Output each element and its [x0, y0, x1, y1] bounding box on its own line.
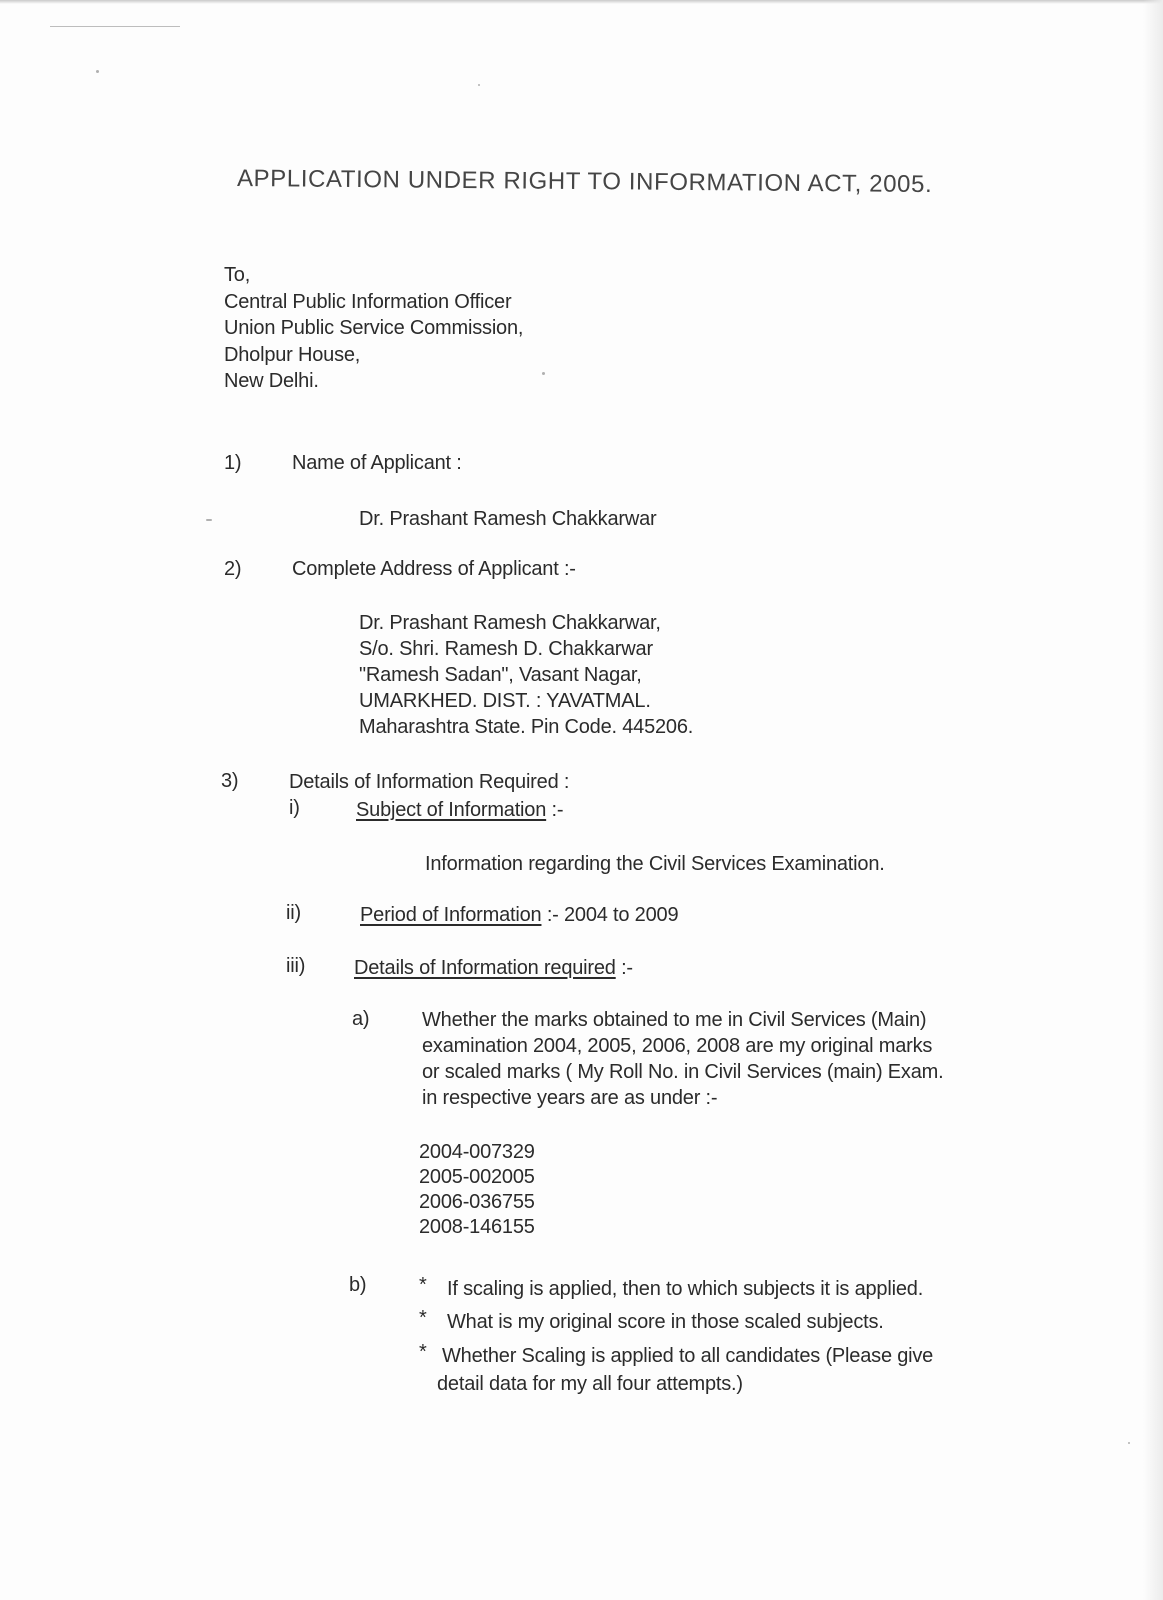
subject-label: Subject of Information	[356, 799, 547, 821]
question-line: in respective years are as under :-	[422, 1087, 718, 1109]
item-number: 2)	[224, 558, 242, 580]
address-line: "Ramesh Sadan", Vasant Nagar,	[359, 664, 642, 686]
address-label: Complete Address of Applicant :-	[292, 558, 576, 580]
bullet-star: *	[419, 1341, 427, 1363]
scan-right-edge	[1143, 0, 1163, 1600]
scan-speck	[478, 84, 480, 86]
scaling-question-continuation: detail data for my all four attempts.)	[437, 1373, 743, 1395]
roll-number: 2008-146155	[419, 1216, 535, 1238]
required-heading	[354, 955, 633, 981]
question-line: Whether the marks obtained to me in Civil Services (Main)	[422, 1009, 927, 1031]
required-label: Details of Information required	[354, 957, 616, 979]
scan-speck	[206, 519, 212, 521]
recipient-line: Dholpur House,	[224, 344, 361, 366]
subject-value: Information regarding the Civil Services Examination.	[425, 853, 885, 875]
subject-suffix: :-	[546, 799, 564, 821]
recipient-line: New Delhi.	[224, 370, 319, 392]
sub-item-number: iii)	[286, 955, 306, 977]
bullet-star: *	[419, 1307, 427, 1329]
document-title: APPLICATION UNDER RIGHT TO INFORMATION ACT, 2005.	[236, 165, 933, 199]
applicant-name-label: Name of Applicant :	[292, 452, 462, 474]
roll-number: 2005-002005	[419, 1166, 535, 1188]
question-line: examination 2004, 2005, 2006, 2008 are my original marks	[422, 1035, 933, 1057]
applicant-name-value: Dr. Prashant Ramesh Chakkarwar	[359, 508, 657, 530]
question-line: or scaled marks ( My Roll No. in Civil Services (main) Exam.	[422, 1061, 944, 1083]
roll-number: 2006-036755	[419, 1191, 535, 1213]
address-line: Maharashtra State. Pin Code. 445206.	[359, 716, 694, 738]
sub-item-number: i)	[289, 797, 300, 819]
scaling-question: What is my original score in those scaled subjects.	[447, 1311, 884, 1333]
scan-speck	[96, 70, 99, 73]
scan-speck	[542, 372, 545, 375]
bullet-star: *	[419, 1274, 427, 1296]
point-letter: b)	[349, 1274, 367, 1296]
item-number: 3)	[221, 770, 239, 792]
recipient-line: Central Public Information Officer	[224, 291, 512, 313]
address-line: Dr. Prashant Ramesh Chakkarwar,	[359, 612, 661, 634]
scan-mark	[50, 26, 180, 27]
item-number: 1)	[224, 452, 242, 474]
scan-top-edge	[0, 0, 1163, 4]
scaling-question: Whether Scaling is applied to all candidates (Please give	[442, 1345, 934, 1367]
required-suffix: :-	[615, 957, 633, 979]
scaling-question: If scaling is applied, then to which subjects it is applied.	[447, 1278, 924, 1300]
details-label: Details of Information Required :	[289, 771, 570, 793]
period-heading	[360, 902, 678, 928]
roll-number: 2004-007329	[419, 1141, 535, 1163]
period-value: :- 2004 to 2009	[541, 904, 679, 926]
salutation: To,	[224, 264, 251, 286]
recipient-line: Union Public Service Commission,	[224, 317, 524, 339]
address-line: S/o. Shri. Ramesh D. Chakkarwar	[359, 638, 653, 660]
subject-heading	[356, 797, 563, 823]
scan-speck	[1128, 1442, 1130, 1444]
point-letter: a)	[352, 1008, 370, 1030]
address-line: UMARKHED. DIST. : YAVATMAL.	[359, 690, 651, 712]
sub-item-number: ii)	[286, 902, 301, 924]
period-label: Period of Information	[360, 904, 542, 926]
